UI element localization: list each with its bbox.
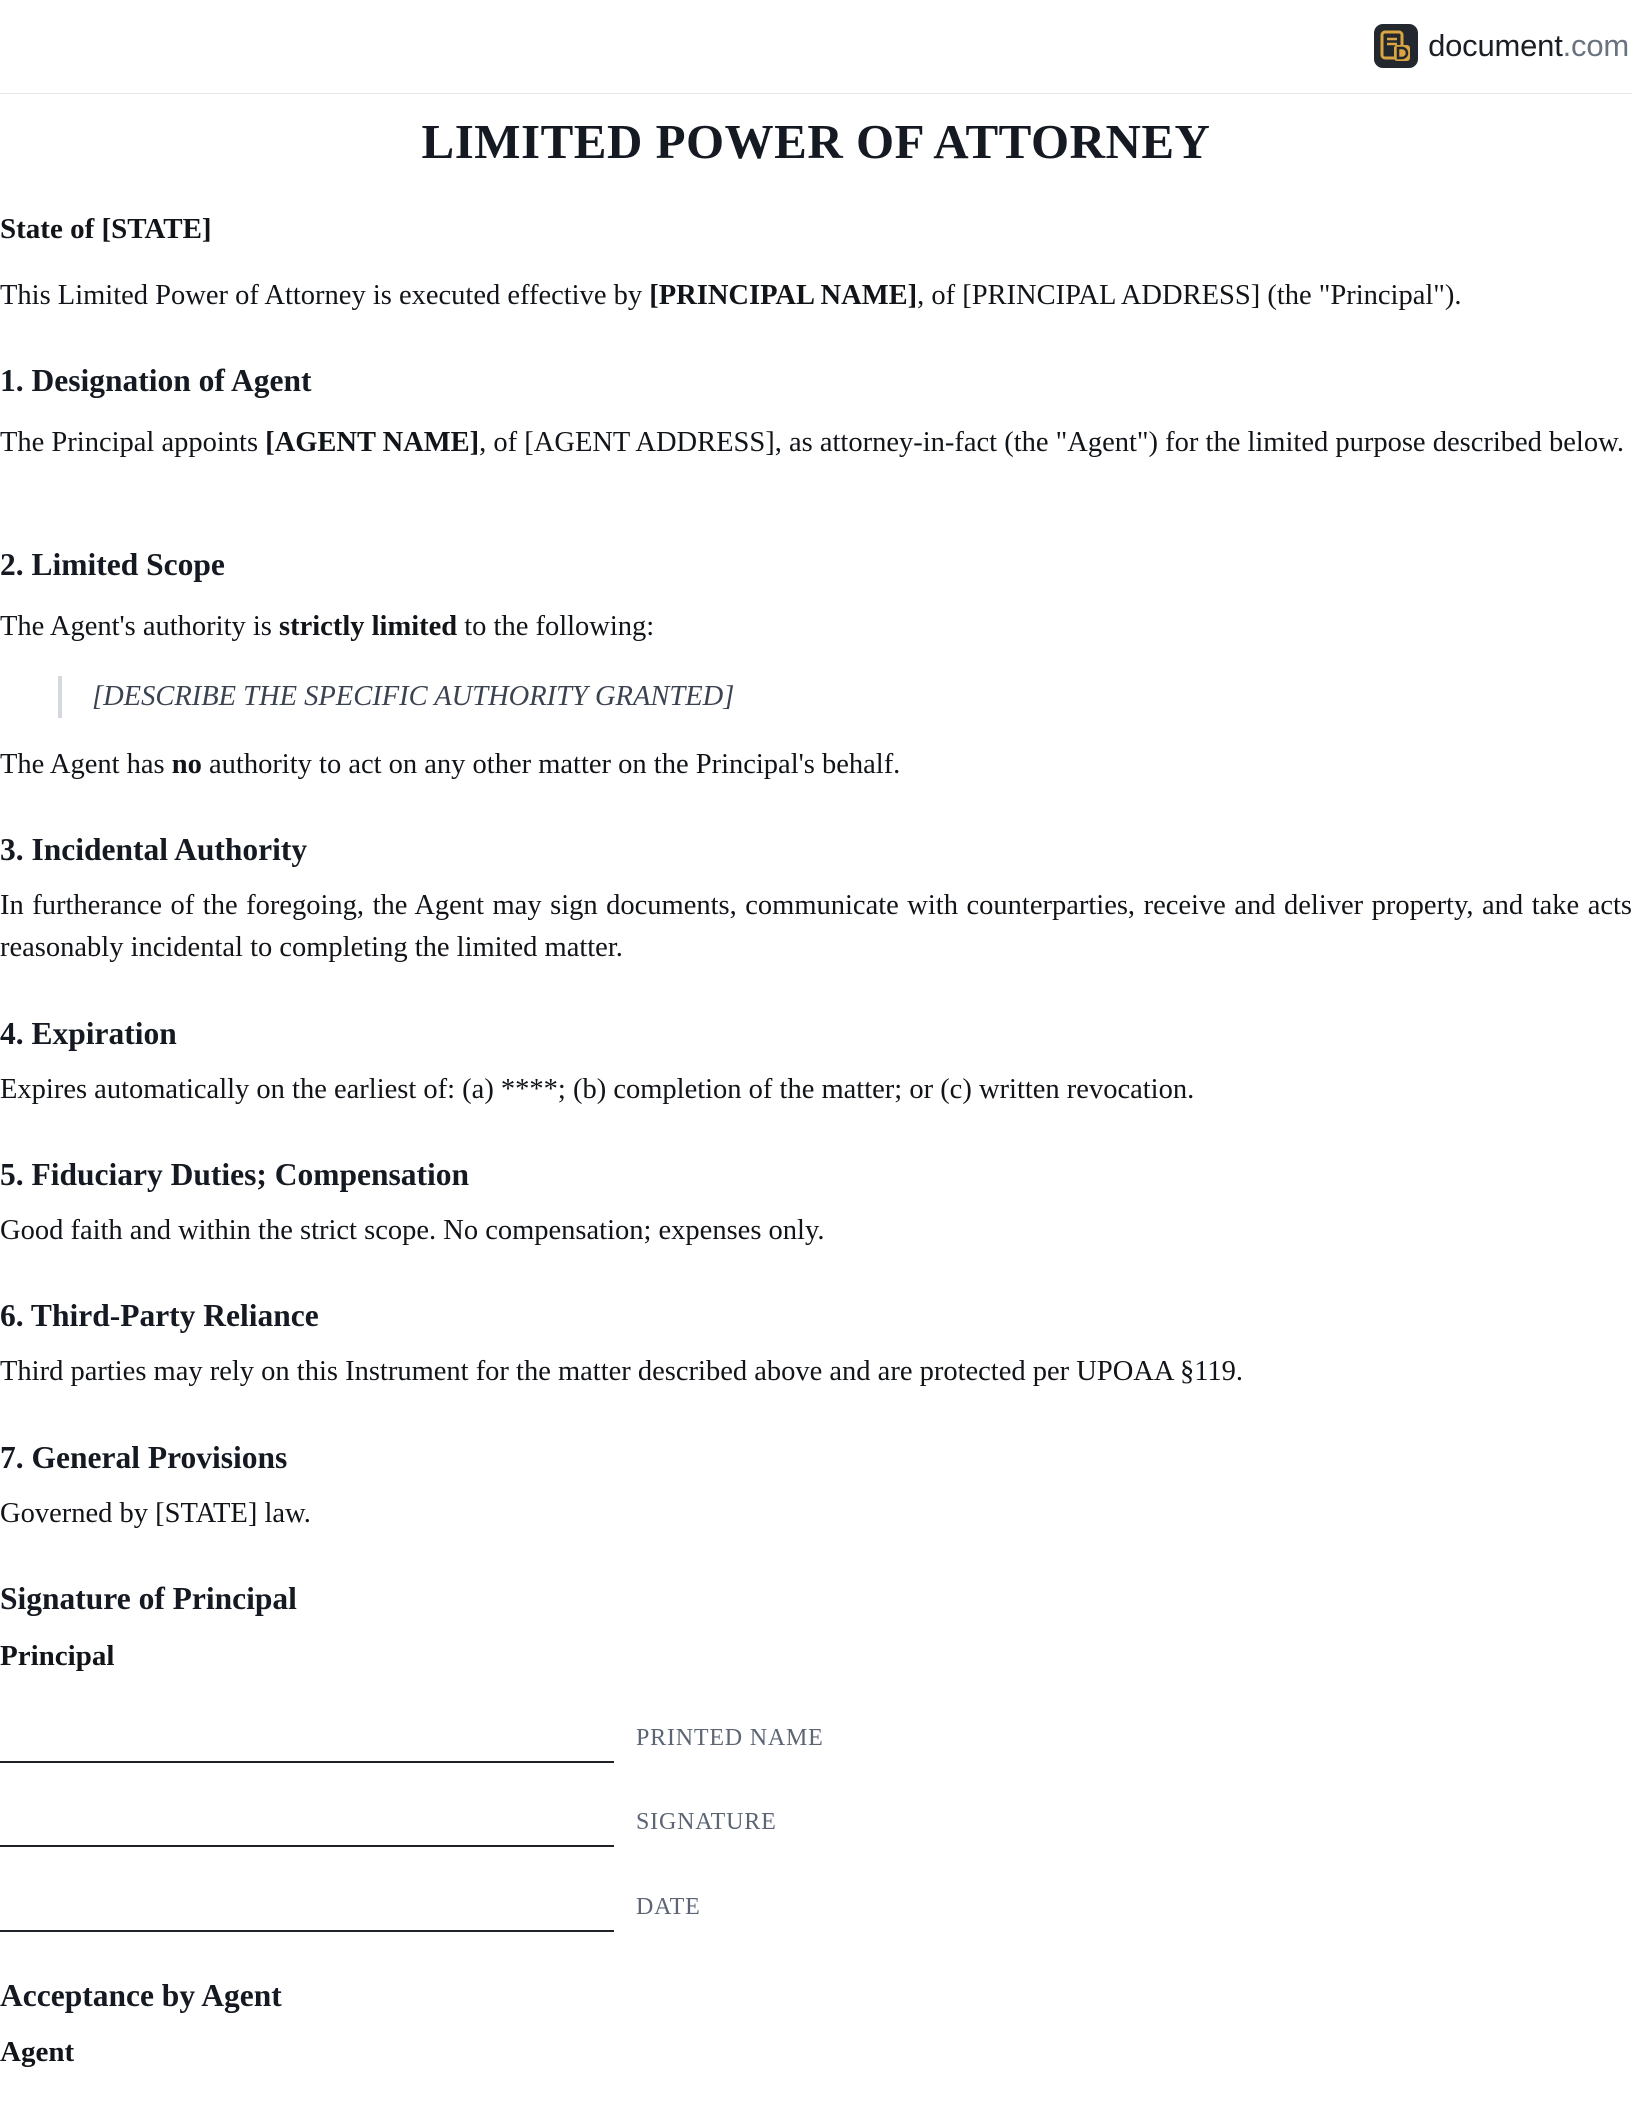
section-text-limited-scope: The Agent's authority is strictly limited to the following: bbox=[0, 611, 655, 642]
section-heading-incidental: 3. Incidental Authority bbox=[0, 832, 308, 867]
signature-heading: Signature of Principal bbox=[0, 1581, 297, 1616]
section-text-general: Governed by [STATE] law. bbox=[0, 1498, 311, 1529]
printed-name-label: PRINTED NAME bbox=[636, 1725, 824, 1751]
signature-line[interactable] bbox=[0, 1845, 614, 1847]
date-label: DATE bbox=[636, 1894, 701, 1920]
document-d-icon bbox=[1374, 24, 1418, 68]
acceptance-party-label: Agent bbox=[0, 2036, 75, 2068]
section-heading-general: 7. General Provisions bbox=[0, 1440, 288, 1475]
brand-name: document.com bbox=[1428, 28, 1629, 63]
section-text-designation: The Principal appoints [AGENT NAME], of [AGENT ADDRESS], as attorney-in-fact (the "Agent") for the limited purpose described below. bbox=[0, 427, 1624, 458]
section-text-expiration: Expires automatically on the earliest of: (a) ****; (b) completion of the matter; or (c) written revocation. bbox=[0, 1074, 1195, 1105]
section-text-limited-scope-after: The Agent has no authority to act on any other matter on the Principal's behalf. bbox=[0, 749, 901, 780]
state-line: State of [STATE] bbox=[0, 213, 212, 245]
document-title: LIMITED POWER OF ATTORNEY bbox=[421, 114, 1211, 169]
top-bar bbox=[0, 0, 1632, 94]
section-text-third-party: Third parties may rely on this Instrument for the matter described above and are protected per UPOAA §119. bbox=[0, 1356, 1244, 1387]
section-text-fiduciary: Good faith and within the strict scope. No compensation; expenses only. bbox=[0, 1215, 825, 1246]
section-heading-limited-scope: 2. Limited Scope bbox=[0, 547, 225, 582]
intro-paragraph: This Limited Power of Attorney is executed effective by [PRINCIPAL NAME], of [PRINCIPAL ADDRESS] (the "Principal"). bbox=[0, 280, 1462, 311]
section-heading-fiduciary: 5. Fiduciary Duties; Compensation bbox=[0, 1157, 470, 1192]
acceptance-heading: Acceptance by Agent bbox=[0, 1978, 282, 2013]
authority-blockquote: [DESCRIBE THE SPECIFIC AUTHORITY GRANTED] bbox=[58, 676, 734, 718]
section-text-incidental: In furtherance of the foregoing, the Agent may sign documents, communicate with counterparties, receive and deliver property, and take acts reasonably incidental to completing the limited matter. bbox=[0, 890, 1632, 963]
signature-party-label: Principal bbox=[0, 1640, 115, 1672]
signature-label: SIGNATURE bbox=[636, 1809, 777, 1835]
section-heading-expiration: 4. Expiration bbox=[0, 1016, 177, 1051]
brand[interactable] bbox=[1374, 24, 1632, 68]
date-line[interactable] bbox=[0, 1930, 614, 1932]
section-heading-third-party: 6. Third-Party Reliance bbox=[0, 1298, 319, 1333]
section-heading-designation: 1. Designation of Agent bbox=[0, 363, 312, 398]
printed-name-line[interactable] bbox=[0, 1761, 614, 1763]
